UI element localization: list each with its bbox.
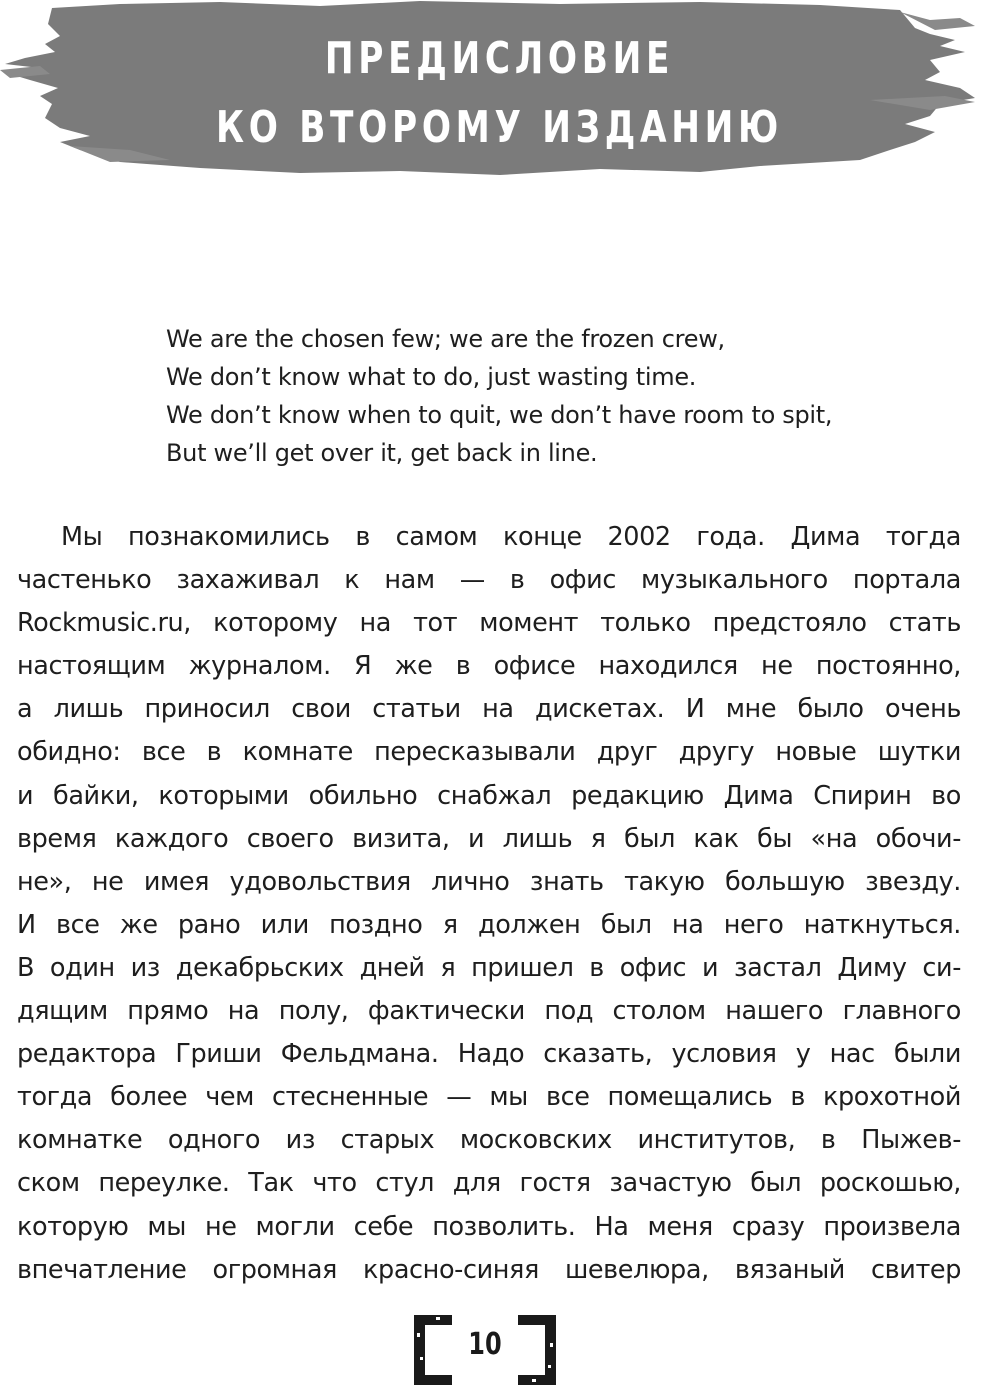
chapter-header-banner [0,0,999,185]
body-line: Мы познакомились в самом конце 2002 года. Дима тогда [61,522,961,552]
epigraph-line: We don’t know when to quit, we don’t have room to spit, [166,401,833,429]
body-line: редактора Гриши Фельдмана. Надо сказать, условия у нас были [17,1039,961,1070]
body-line: В один из декабрьских дней я пришел в офис и застал Диму си- [17,952,961,983]
body-line: впечатление огромная красно-синяя шевелюра, вязаный свитер [17,1254,961,1285]
body-line: и байки, которыми обильно снабжал редакцию Дима Спирин во [17,780,961,811]
body-line: тогда более чем стесненные — мы все помещались в крохотной [17,1082,961,1113]
page-number: 10 [468,1327,502,1362]
epigraph-line: But we’ll get over it, get back in line. [166,439,598,467]
epigraph [166,320,946,472]
body-line: обидно: все в комнате пересказывали друг другу новые шутки [17,737,961,768]
page-number-frame [412,1313,558,1387]
body-line: которую мы не могли себе позволить. На меня сразу произвела [17,1211,961,1242]
brush-stroke-background [0,0,999,185]
epigraph-line: We don’t know what to do, just wasting time. [166,363,697,391]
chapter-title-line-1: ПРЕДИСЛОВИЕ [324,33,675,84]
body-line: ском переулке. Так что стул для гостя зачастую был роскошью, [17,1168,961,1199]
body-line: И все же рано или поздно я должен был на него наткнуться. [17,909,961,940]
body-line: частенько захаживал к нам — в офис музыкального портала [17,565,961,596]
body-line: комнатке одного из старых московских институтов, в Пыжев- [17,1125,961,1156]
body-line: время каждого своего визита, и лишь я был как бы «на обочи- [17,823,961,854]
body-line: а лишь приносил свои статьи на дискетах. И мне было очень [17,694,961,725]
epigraph-line: We are the chosen few; we are the frozen crew, [166,325,725,353]
chapter-title-line-2: КО ВТОРОМУ ИЗДАНИЮ [215,102,784,153]
body-line: не», не имея удовольствия лично знать такую большую звезду. [17,866,961,897]
body-line: дящим прямо на полу, фактически под столом нашего главного [17,996,961,1027]
body-paragraph [17,516,961,1292]
body-line: Rockmusic.ru, которому на тот момент только предстояло стать [17,608,961,639]
body-line: настоящим журналом. Я же в офисе находился не постоянно, [17,651,961,682]
